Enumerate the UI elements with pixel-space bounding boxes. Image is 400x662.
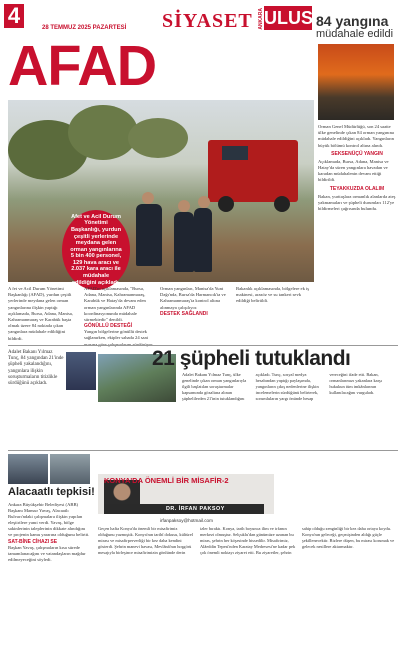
sidebar-article: Orman Genel Müdürlüğü, son 24 saatte ülke genelinde çıkan 84 orman yangınına müdahale edildiğini açıkladı. Yangınların büyük bölümü kontrol altına alındı. SEKSENÜÇÜ YANGIN Açıklamada, Bursa, Adana, Manisa ve Hatay'da süren yangınlara havadan ve karadan müdahalenin devam ettiği bildirildi. TEYAKKUZDA OLALIM Bakan, yurttaşlara ormanlık alanlarda ateş yakmamaları ve şüpheli durumları 112'ye bildirmeleri çağrısında bulundu. <box>318 124 396 212</box>
column-body: Geçen hafta Konya'da önemli bir misafirimiz olduğunu yazmıştık. Konya'nın tarihî dokusu, kültürel mirası ve misafirperverliği bir kez daha kendini gösterdi. Şehrin manevi havası, Mevlânâ'nın hoşgörü mesajıyla birleşince misafirimizin gönlünde derin izler bıraktı. Konya, tarih boyunca ilim ve irfanın merkezi olmuştur. Selçuklu'dan günümüze uzanan bu miras, şehrin her köşesinde hissedilir. Misafirimiz, Alâeddin Tepesi'nden Karatay Medresesi'ne kadar pek çok önemli noktayı ziyaret etti. Bu ziyaretler, şehrin sahip olduğu zenginliği bir kez daha ortaya koydu. Konya'nın geleceği, geçmişinden aldığı güçle şekillenecektir. Bizlere düşen, bu mirası korumak ve gelecek nesillere aktarmaktır. <box>98 526 395 555</box>
lead-column-3: Orman yangınları, Manisa'da Yunt Dağı'nda, Bursa'da Harmancık'ta ve Kahramanmaraş'ta kontrol altına alınmaya çalışılıyor. DESTEK SAĞLANDI <box>160 286 232 317</box>
lead-subhead-2: DESTEK SAĞLANDI <box>160 310 208 317</box>
sidebar-subhead-1: SEKSENÜÇÜ YANGIN <box>331 150 383 157</box>
lead-callout: Afet ve Acil Durum Yönetimi Başkanlığı, yurdun çeşitli yerlerinde meydana gelen orman yangınlarına 5 bin 400 personel, 129 hava aracı ve 2.037 kara aracı ile müdahale edildiğini açıkladı. <box>62 210 130 290</box>
arrest-body: Adalet Bakanı Yılmaz Tunç, ülke genelinde çıkan orman yangınlarıyla ilgili başlatılan soruşturmalar kapsamında gözaltına alınan şüphelilerden 21'inin tutuklandığını açıkladı. Tunç, sosyal medya hesabından yaptığı paylaşımda, yangınların çıkış nedenlerine ilişkin incelemelerin sürdüğünü belirterek, sorumluların yargı önünde hesap vereceğini ifade etti. Bakan, ormanlarımızı yakanlara karşı hukukun tüm imkânlarının kullanılacağını vurguladı. <box>182 372 382 401</box>
alacaatli-subhead: SAT-BİNE CİHAZI SE <box>8 538 58 545</box>
page-number: 4 <box>4 4 24 28</box>
alacaatli-photo-1 <box>8 454 48 484</box>
newspaper-logo: ULUS <box>264 8 313 28</box>
column-title: KONYA'DA ÖNEMLİ BİR MİSAFİR-2 <box>104 476 229 485</box>
lead-column-1: A fet ve Acil Durum Yönetimi Başkanlığı (AFAD), yurdun çeşitli yerlerinde meydana gelen orman yangınlarına ilişkin yaptığı açıklamada, Bursa, Adana, Manisa, Kahramanmaraş ve Karabük başta olmak üzere 84 noktada çıkan yangınlara müdahale edildiğini bildirdi. <box>8 286 73 341</box>
column-author: DR. İRFAN PAKSOY <box>166 506 225 512</box>
divider <box>8 450 398 451</box>
lead-headline: AFAD <box>8 34 157 98</box>
arrest-summary: Adalet Bakanı Yılmaz Tunç, 84 yangından 21'inde şüpheli yakalandığını, yangınlara ilişkin soruşturmaların titizlikle sürdüğünü açıkladı. <box>8 350 64 387</box>
arrest-headline: 21 şüpheli tutuklandı <box>152 347 351 370</box>
alacaatli-headline: Alacaatlı tepkisi! <box>8 486 95 498</box>
section-title: SİYASET <box>162 10 253 32</box>
issue-date: 28 TEMMUZ 2025 PAZARTESİ <box>42 25 127 31</box>
sidebar-subtitle: müdahale edildi <box>316 28 394 40</box>
lead-photo <box>8 100 314 282</box>
author-email: irfanpaksoy@hotmail.com <box>160 518 213 523</box>
lead-column-4: Bakanlık açıklamasında, bölgelere ek iş makinesi, arazöz ve su tankeri sevk edildiği belirtildi. <box>236 286 310 304</box>
alacaatli-body: Ankara Büyükşehir Belediyesi (ABB) Başkanı Mansur Yavaş, Alacaatlı Bulvarı'ndaki çalışmalara ilişkin yapılan eleştirilere yanıt verdi. Yavaş, bölge sakinlerinin taleplerinin dikkate alındığını ve projenin kamu yararına olduğunu belirtti. SAT-BİNE CİHAZI SE Başkan Yavaş, çalışmaların kısa sürede tamamlanacağını ve vatandaşların mağdur edilmeyeceğini söyledi. <box>8 502 90 562</box>
lead-subhead-1: GÖNÜLLÜ DESTEĞİ <box>84 323 133 330</box>
alacaatli-photo-2 <box>50 454 90 484</box>
sidebar-subhead-2: TEYAKKUZDA OLALIM <box>329 185 385 192</box>
lead-column-2: AFAD'ın açıklamasında, "Bursa, Adana, Manisa, Kahramanmaraş, Karabük ve Hatay'da devam eden orman yangınlarında AFAD koordinasyonunda müdahale sürmektedir" denildi. GÖNÜLLÜ DESTEĞİ Yangın bölgelerine gönüllü destek sağlanırken, ekipler sahada 24 saat <box>84 286 156 348</box>
sidebar-portrait-photo <box>318 44 394 120</box>
sidebar-title: 84 yangına <box>316 13 389 29</box>
logo-city: ANKARA <box>258 8 264 30</box>
minister-portrait <box>66 352 96 390</box>
